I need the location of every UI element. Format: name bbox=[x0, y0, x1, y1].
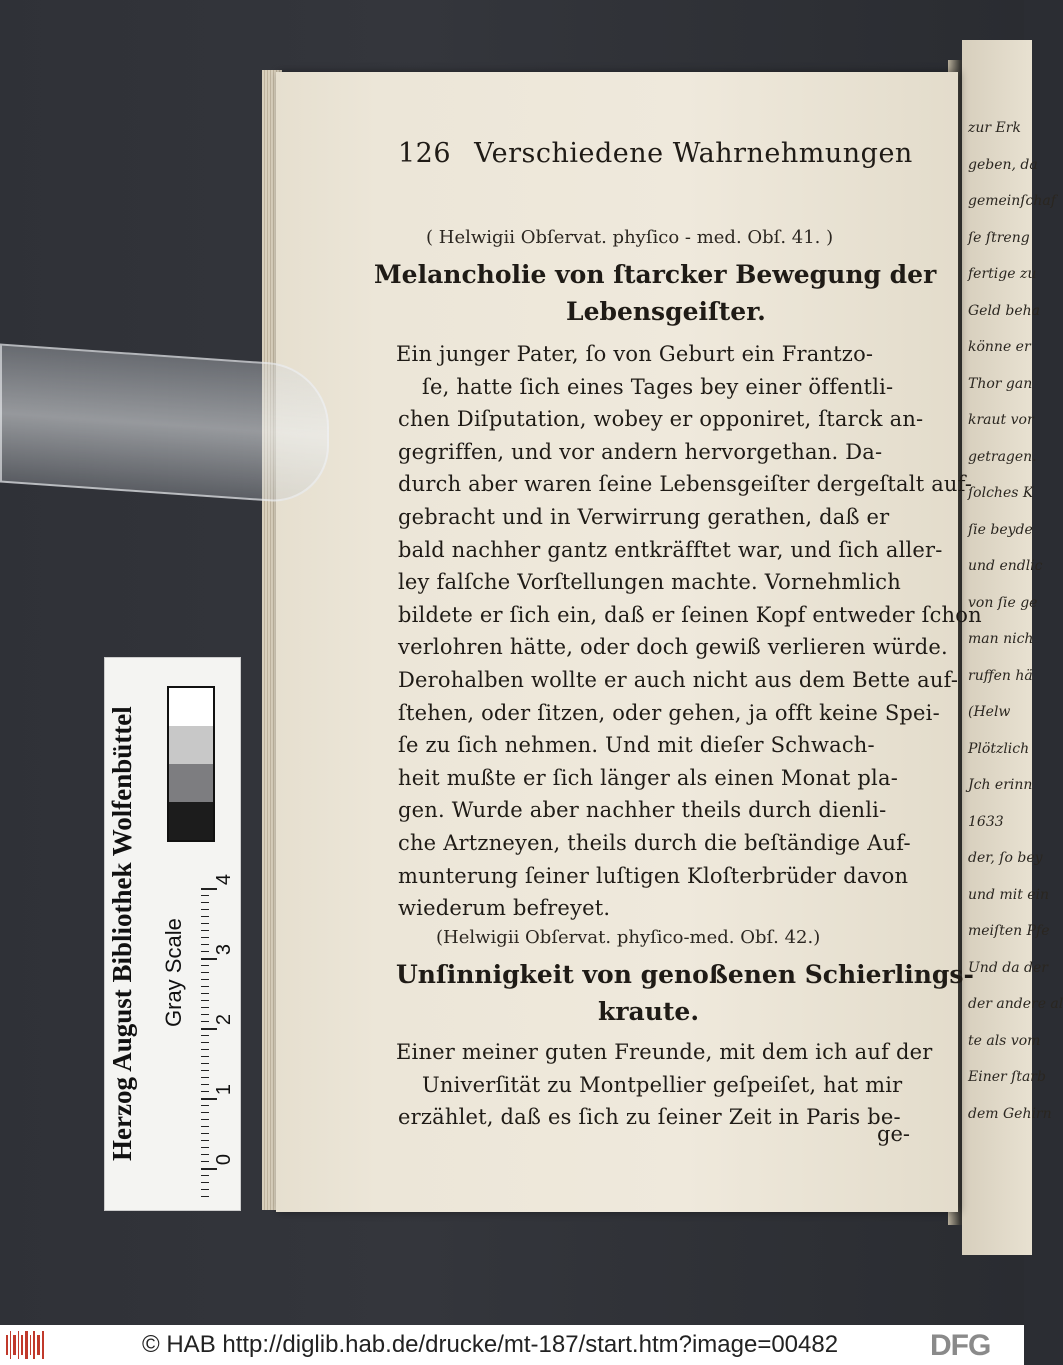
ruler-tick bbox=[201, 1126, 209, 1127]
ruler-number: 2 bbox=[213, 1013, 236, 1026]
text-line: ſtehen, oder ſitzen, oder gehen, ja offt keine Spei- bbox=[398, 700, 940, 725]
ruler-tick bbox=[201, 1154, 209, 1155]
text-line: wiederum befreyet. bbox=[398, 896, 611, 921]
gray-swatch bbox=[169, 726, 213, 764]
ruler-tick bbox=[201, 902, 209, 903]
ruler-tick bbox=[201, 909, 209, 910]
next-page-line: ſie beyde bbox=[968, 521, 1033, 538]
barcode-icon bbox=[6, 1331, 46, 1359]
centimeter-ruler bbox=[201, 873, 236, 1206]
section-heading-2: Unſinnigkeit von genoßenen Schierlings- bbox=[396, 960, 974, 989]
text-line: heit mußte er ſich länger als einen Monat pla- bbox=[398, 765, 898, 790]
ruler-tick bbox=[201, 1000, 209, 1001]
next-page-line: Einer ſtarb bbox=[968, 1069, 1046, 1085]
ruler-tick bbox=[201, 1070, 209, 1071]
running-head bbox=[398, 138, 913, 169]
text-line: chen Diſputation, wobey er opponiret, ſtarck an- bbox=[398, 407, 924, 432]
next-page-line: te als vom bbox=[968, 1032, 1041, 1049]
next-page-line: gemeinſchaf bbox=[968, 193, 1056, 209]
text-line: bildete er ſich ein, daß er ſeinen Kopf entweder ſchon bbox=[398, 602, 982, 627]
ruler-tick bbox=[201, 1182, 209, 1183]
next-page-line: fertige zu bbox=[968, 266, 1037, 282]
ruler-tick bbox=[201, 986, 209, 987]
gray-swatch bbox=[169, 764, 213, 802]
ruler-tick bbox=[201, 951, 209, 952]
text-line: bald nachher gantz entkräfftet war, und ſich aller- bbox=[398, 537, 943, 562]
next-page-line: (Helw bbox=[968, 704, 1011, 720]
citation-42: (Helwigii Obſervat. phyſico-med. Obſ. 42.) bbox=[436, 927, 821, 948]
next-page-line: der, ſo bey bbox=[968, 850, 1043, 866]
next-page-line: ſe ſtreng bbox=[968, 229, 1030, 246]
text-line: gebracht und in Verwirrung gerathen, daß er bbox=[398, 505, 890, 529]
text-line: Einer meiner guten Freunde, mit dem ich auf der bbox=[396, 1040, 933, 1064]
ruler-tick bbox=[201, 1028, 217, 1030]
ruler-tick bbox=[201, 965, 209, 966]
ruler-tick bbox=[201, 1119, 209, 1120]
next-page-line: Jch erinn bbox=[968, 777, 1033, 793]
ruler-tick bbox=[201, 979, 209, 980]
ruler-tick bbox=[201, 1098, 217, 1100]
next-page-line: der andere al bbox=[968, 996, 1063, 1012]
ruler-number: 3 bbox=[213, 943, 236, 956]
text-line: Derohalben wollte er auch nicht aus dem Bette auf- bbox=[398, 668, 959, 692]
next-page-line: ſolches K bbox=[968, 485, 1034, 501]
next-page-line: Und da der bbox=[968, 959, 1048, 976]
ruler-tick bbox=[201, 1161, 209, 1162]
next-page-fragment bbox=[962, 40, 1063, 1255]
section-heading-2b: kraute. bbox=[598, 997, 700, 1026]
ruler-tick bbox=[201, 1105, 209, 1106]
text-line: ley falſche Vorſtellungen machte. Vornehmlich bbox=[398, 570, 901, 595]
ruler-tick bbox=[201, 944, 209, 945]
glass-page-holder bbox=[0, 343, 329, 505]
citation-41: ( Helwigii Obſervat. phyſico - med. Obſ. 41. ) bbox=[426, 227, 834, 248]
ruler-tick bbox=[201, 1133, 209, 1134]
ruler-tick bbox=[201, 1112, 209, 1113]
next-page-line: von ſie ge bbox=[968, 594, 1038, 611]
text-line: erzählet, daß es ſich zu ſeiner Zeit in Paris be- bbox=[398, 1105, 901, 1130]
ruler-number: 1 bbox=[213, 1083, 236, 1096]
text-line: verlohren hätte, oder doch gewiß verlieren würde. bbox=[398, 635, 948, 660]
text-line: durch aber waren ſeine Lebensgeiſter dergeſtalt auf- bbox=[398, 472, 973, 497]
text-line: Univerſität zu Montpellier geſpeiſet, hat mir bbox=[422, 1072, 903, 1097]
footer-bar bbox=[0, 1325, 1024, 1365]
gray-swatch bbox=[169, 802, 213, 840]
ruler-tick bbox=[201, 958, 217, 960]
book-page bbox=[276, 72, 982, 1212]
gray-swatch bbox=[169, 688, 213, 726]
ruler-tick bbox=[201, 1140, 209, 1141]
dfg-logo: DFG bbox=[930, 1329, 991, 1362]
next-page-line: Thor gan bbox=[968, 375, 1033, 392]
ruler-tick bbox=[201, 1091, 209, 1092]
next-page-line: getragen. bbox=[968, 448, 1037, 465]
gray-scale-label: Gray Scale bbox=[161, 918, 186, 1028]
ruler-number: 4 bbox=[213, 873, 236, 886]
ruler-tick bbox=[201, 930, 209, 931]
next-page-line: ruffen hä bbox=[968, 667, 1033, 684]
copyright-url: © HAB http://diglib.hab.de/drucke/mt-187/start.htm?image=00482 bbox=[142, 1331, 839, 1358]
next-page-line: könne er bbox=[968, 339, 1031, 355]
ruler-tick bbox=[201, 916, 209, 917]
ruler-tick bbox=[201, 1056, 209, 1057]
running-title: Verschiedene Wahrnehmungen bbox=[474, 138, 913, 169]
next-page-line: und mit ein bbox=[968, 886, 1050, 903]
ruler-tick bbox=[201, 1007, 209, 1008]
text-line: che Artzneyen, theils durch die beſtändige Auf- bbox=[398, 831, 911, 855]
ruler-tick bbox=[201, 895, 209, 896]
next-page-line: dem Gehirn bbox=[968, 1105, 1052, 1122]
ruler-tick bbox=[201, 937, 209, 938]
next-page-line: geben, da bbox=[968, 156, 1038, 173]
next-page-line: zur Erk bbox=[968, 120, 1021, 136]
ruler-number: 0 bbox=[213, 1153, 236, 1166]
gray-scale-card bbox=[104, 657, 241, 1211]
next-page-line: Geld beha bbox=[968, 302, 1040, 319]
ruler-tick bbox=[201, 1014, 209, 1015]
ruler-tick bbox=[201, 1175, 209, 1176]
ruler-tick bbox=[201, 1042, 209, 1043]
section-heading-1: Melancholie von ſtarcker Bewegung der bbox=[374, 260, 937, 289]
ruler-tick bbox=[201, 1196, 209, 1197]
ruler-tick bbox=[201, 1168, 217, 1170]
text-line: ſe zu ſich nehmen. Und mit dieſer Schwach- bbox=[398, 733, 875, 758]
text-line: ſe, hatte ſich eines Tages bey einer öffentli- bbox=[422, 374, 894, 399]
ruler-tick bbox=[201, 993, 209, 994]
ruler-tick bbox=[201, 1035, 209, 1036]
text-line: gegriffen, und vor andern hervorgethan. Da- bbox=[398, 439, 883, 464]
catchword: ge- bbox=[877, 1122, 910, 1146]
next-page-line: 1633 bbox=[968, 813, 1004, 830]
ruler-tick bbox=[201, 923, 209, 924]
next-page-line: man nich bbox=[968, 631, 1034, 647]
text-line: munterung ſeiner luſtigen Kloſterbrüder davon bbox=[398, 863, 909, 888]
ruler-tick bbox=[201, 1063, 209, 1064]
next-page-line: kraut vor bbox=[968, 412, 1034, 428]
next-page-line: meiſten Pfe bbox=[968, 923, 1050, 939]
ruler-tick bbox=[201, 1147, 209, 1148]
ruler-tick bbox=[201, 1077, 209, 1078]
ruler-tick bbox=[201, 888, 217, 890]
next-page-line: Plötzlich bbox=[968, 740, 1030, 757]
text-line: Ein junger Pater, ſo von Geburt ein Frantzo- bbox=[396, 342, 874, 366]
text-line: gen. Wurde aber nachher theils durch dienli- bbox=[398, 798, 887, 823]
ruler-tick bbox=[201, 972, 209, 973]
page-number: 126 bbox=[398, 138, 452, 169]
next-page-line: und endlic bbox=[968, 558, 1043, 574]
ruler-tick bbox=[201, 1049, 209, 1050]
library-name: Herzog August Bibliothek Wolfenbüttel bbox=[107, 706, 137, 1162]
gray-swatches bbox=[167, 686, 215, 842]
ruler-tick bbox=[201, 1084, 209, 1085]
ruler-tick bbox=[201, 1021, 209, 1022]
ruler-tick bbox=[201, 1189, 209, 1190]
section-heading-1b: Lebensgeiſter. bbox=[566, 297, 766, 326]
